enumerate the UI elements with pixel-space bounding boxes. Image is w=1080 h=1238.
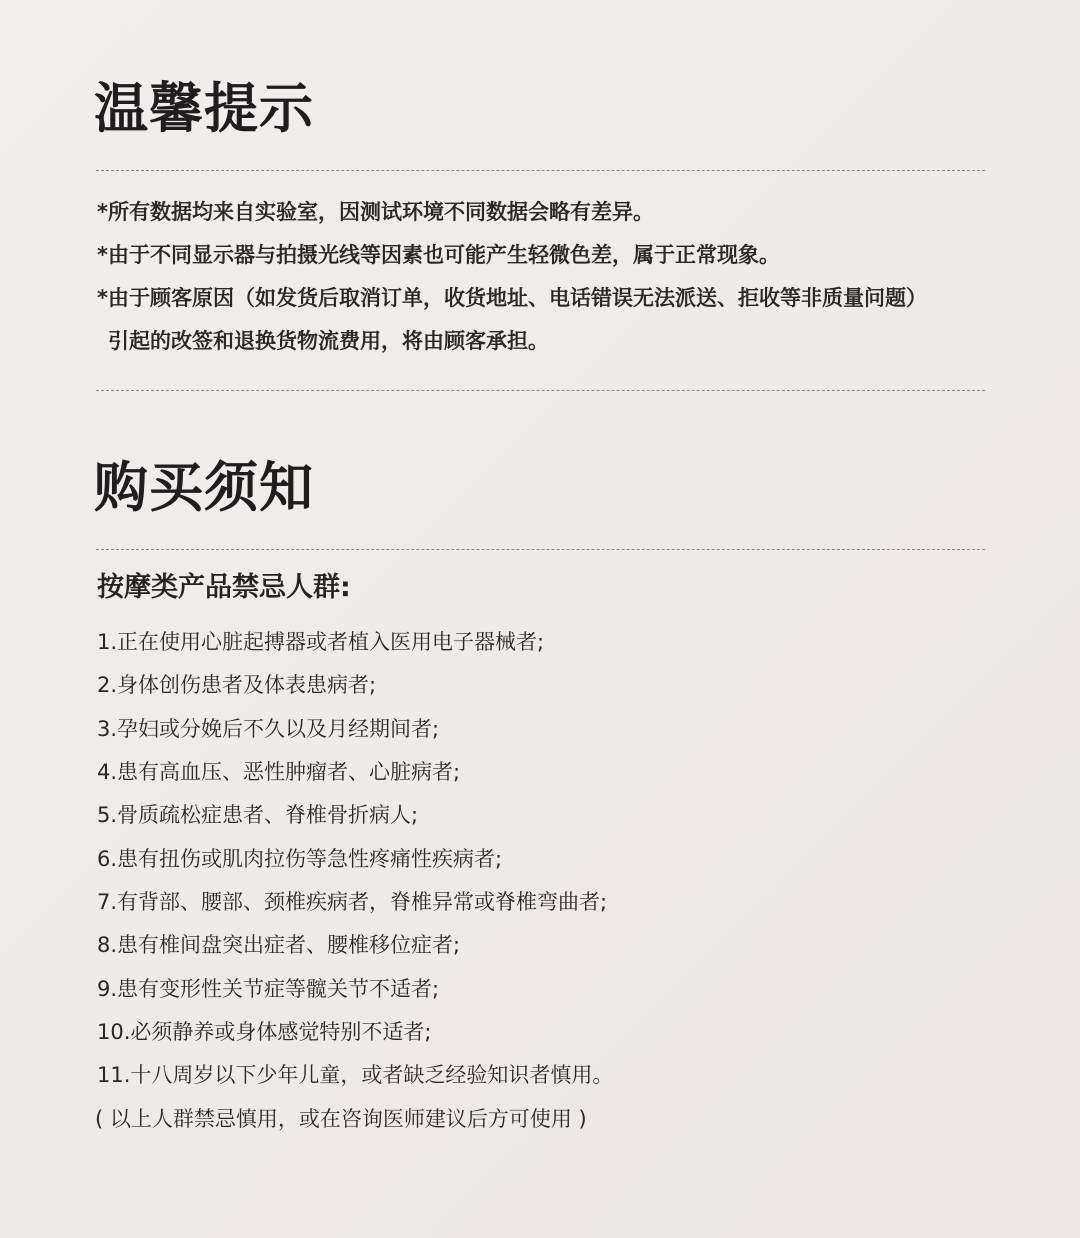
warm-tips-title: 温馨提示 [94,77,314,140]
contraindication-item: 3.孕妇或分娩后不久以及月经期间者; [97,717,440,741]
contraindication-item: 9.患有变形性关节症等髋关节不适者; [97,977,440,1001]
contraindication-item: 8.患有椎间盘突出症者、腰椎移位症者; [97,933,461,957]
divider [96,549,985,550]
divider [96,170,985,171]
usage-note: ( 以上人群禁忌慎用，或在咨询医师建议后方可使用 ) [95,1107,587,1131]
divider [96,390,985,391]
contraindication-item: 11.十八周岁以下少年儿童，或者缺乏经验知识者慎用。 [97,1063,614,1087]
contraindication-item: 7.有背部、腰部、颈椎疾病者，脊椎异常或脊椎弯曲者; [97,890,608,914]
contraindication-item: 2.身体创伤患者及体表患病者; [97,673,377,697]
purchase-notice-title: 购买须知 [94,456,314,519]
contraindication-item: 1.正在使用心脏起搏器或者植入医用电子器械者; [97,630,545,654]
contraindication-item: 10.必须静养或身体感觉特别不适者; [97,1020,432,1044]
warm-tip-line: *由于顾客原因（如发货后取消订单，收货地址、电话错误无法派送、拒收等非质量问题） [97,286,927,310]
contraindication-item: 4.患有高血压、恶性肿瘤者、心脏病者; [97,760,461,784]
contraindication-item: 5.骨质疏松症患者、脊椎骨折病人; [97,803,419,827]
contraindication-subtitle: 按摩类产品禁忌人群: [97,572,351,603]
warm-tip-line: 引起的改签和退换货物流费用，将由顾客承担。 [108,329,549,353]
warm-tip-line: *所有数据均来自实验室，因测试环境不同数据会略有差异。 [97,200,654,224]
warm-tip-line: *由于不同显示器与拍摄光线等因素也可能产生轻微色差，属于正常现象。 [97,243,780,267]
contraindication-item: 6.患有扭伤或肌肉拉伤等急性疼痛性疾病者; [97,847,503,871]
